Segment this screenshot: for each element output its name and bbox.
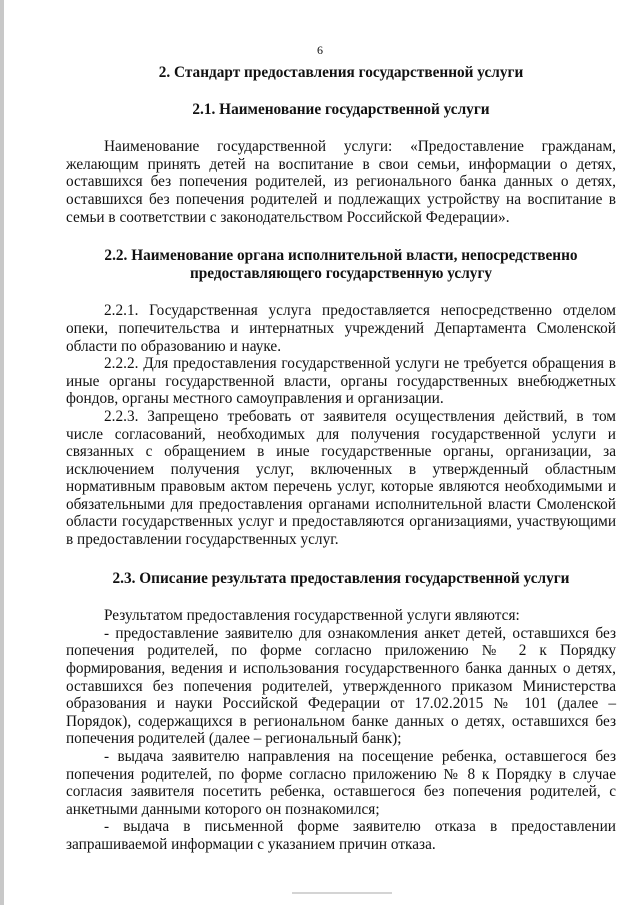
scan-left-edge [0, 0, 4, 905]
result-item-1: - предоставление заявителю для ознакомления анкет детей, оставшихся без попечения родителей, по форме согласно приложению № 2 к Порядку формирования, ведения и использования государственного банка данных о детях, оставшихся без попечения родителей, утвержденного приказом Министерства образования и науки Российской Федерации от 17.02.2015 № 101 (далее – Порядок), содержащихся в региональном банке данных о детях, оставшихся без попечения родителей (далее – региональный банк); [66, 624, 616, 748]
result-intro: Результатом предоставления государственной услуги являются: [104, 607, 520, 625]
subsection-2-2-title: 2.2. Наименование органа исполнительной власти, непосредственно предоставляющего государственную услугу [104, 247, 578, 282]
paragraph-2-2-2: 2.2.2. Для предоставления государственной услуги не требуется обращения в иные органы государственной власти, органы государственных внебюджетных фондов, органы местного самоуправления и организации. [66, 355, 616, 408]
paragraph-2-2-1: 2.2.1. Государственная услуга предоставляется непосредственно отделом опеки, попечительства и интернатных учреждений Департамента Смоленской области по образованию и науке. [66, 302, 616, 355]
subsection-2-3-title: 2.3. Описание результата предоставления государственной услуги [112, 569, 570, 587]
subsection-2-1-text: Наименование государственной услуги: «Предоставление гражданам, желающим принять детей на воспитание в свои семьи, информации о детях, оставшихся без попечения родителей, из регионального банка данных о детях, оставшихся без попечения родителей и подлежащих устройству на воспитание в семьи в соответствии с законодательством Российской Федерации». [66, 138, 616, 226]
scan-artifact [292, 892, 392, 894]
paragraph-2-2-3: 2.2.3. Запрещено требовать от заявителя осуществления действий, в том числе согласований, необходимых для получения государственной услуги и связанных с обращением в иные государственные органы, организации, за исключением получения услуг, включенных в утвержденный областным нормативным правовым актом перечень услуг, которые являются необходимыми и обязательными для предоставления органами исполнительной власти Смоленской области государственных услуг и предоставляются организациями, участвующими в предоставлении государственных услуг. [66, 407, 616, 549]
result-item-3: - выдача в письменной форме заявителю отказа в предоставлении запрашиваемой информации с указанием причин отказа. [66, 818, 616, 853]
result-item-2: - выдача заявителю направления на посещение ребенка, оставшегося без попечения родителей, по форме согласно приложению № 8 к Порядку в случае согласия заявителя посетить ребенка, оставшегося без попечения родителей, с анкетными данными которого он познакомился; [66, 748, 616, 818]
section-title: 2. Стандарт предоставления государственной услуги [158, 64, 524, 81]
page-number: 6 [317, 43, 323, 57]
document-content [66, 64, 616, 854]
subsection-2-1-title: 2.1. Наименование государственной услуги [192, 100, 490, 118]
